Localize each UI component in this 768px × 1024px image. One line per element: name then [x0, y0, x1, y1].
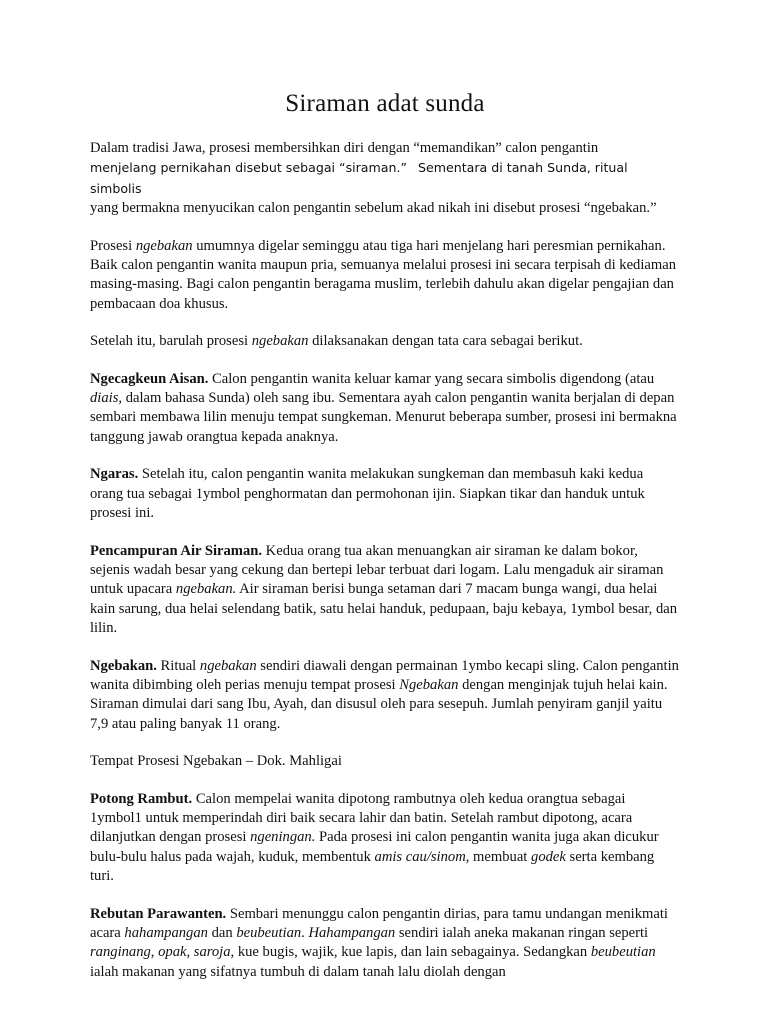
text: dengan menginjak tujuh helai kain. Siraman dimulai dari sang Ibu, Ayah, dan disusul oleh para sesepuh. Jumlah penyiram ganjil yaitu 7,9 atau paling banyak 11 orang. [90, 676, 668, 732]
document-page [90, 88, 680, 1000]
italic-term: Ngebakan [399, 676, 459, 693]
italic-term: ranginang, opak, saroja, [90, 944, 235, 961]
intro-paragraph [90, 139, 680, 219]
section-label: Ngecagkeun Aisan. [90, 370, 209, 387]
paragraph-rebutan-parawanten [90, 905, 680, 983]
text: kue bugis, wajik, kue lapis, dan lain sebagainya. Sedangkan [234, 944, 591, 961]
italic-term: beubeutian [236, 925, 302, 941]
paragraph-ngebakan-schedule [90, 237, 680, 315]
intro-text-3: Sementara di tanah Sunda, ritual simbolis [90, 160, 628, 196]
italic-term: ngebakan [251, 333, 309, 350]
paragraph-ngecagkeun-aisan [90, 370, 680, 448]
paragraph-ngaras [90, 465, 680, 523]
section-label: Ngebakan. [90, 657, 157, 674]
text: , membuat [465, 848, 532, 865]
text: Air siraman berisi bunga setaman dari 7 macam bunga wangi, dua helai kain sarung, dua helai selendang batik, satu helai handuk, pedupaan, baju kebaya, 1ymbol besar, dan lilin. [90, 581, 678, 637]
text: Kedua orang tua akan menuangkan air siraman ke dalam bokor, sejenis wadah besar yang cekung dan bertepi lebar terbuat dari logam. Lalu mengaduk air siraman untuk upacara [90, 542, 664, 598]
document-title: Siraman adat sunda [285, 90, 485, 117]
text: sendiri diawali dengan permainan 1ymbo kecapi sling. Calon pengantin wanita dibimbing oleh perias menuju tempat prosesi [90, 657, 679, 693]
paragraph-ngebakan-ritual [90, 657, 680, 735]
text: Calon pengantin wanita keluar kamar yang secara simbolis digendong (atau [208, 370, 655, 387]
italic-term: ngebakan. [175, 581, 237, 598]
intro-text-1: Dalam tradisi Jawa, prosesi membersihkan diri dengan “memandikan” calon pengantin [90, 140, 599, 156]
italic-term: Hahampangan [308, 925, 396, 941]
image-caption: Tempat Prosesi Ngebakan – Dok. Mahligai [90, 753, 342, 770]
section-label: Rebutan Parawanten. [90, 905, 227, 922]
intro-text-4: yang bermakna menyucikan calon pengantin sebelum akad nikah ini disebut prosesi “ngebakan.” [90, 200, 657, 217]
text: dilaksanakan dengan tata cara sebagai berikut. [308, 333, 583, 350]
text: , dalam bahasa Sunda) oleh sang ibu. Sementara ayah calon pengantin wanita berjalan di depan sembari membawa lilin menuju tempat sungkeman. Menurut beberapa sumber, prosesi ini bermakna tanggung jawab orangtua kepada anaknya. [90, 390, 677, 445]
paragraph-pencampuran-air [90, 542, 680, 639]
text: . [301, 925, 309, 941]
text: Calon mempelai wanita dipotong rambutnya oleh kedua orangtua sebagai 1ymbol1 untuk memperindah diri baik secara lahir dan batin. Setelah rambut dipotong, acara dilanjutkan dengan prosesi [90, 790, 633, 846]
italic-term: ngeningan. [250, 829, 316, 846]
italic-term: diais [90, 390, 119, 407]
italic-term: hahampangan [124, 925, 208, 941]
paragraph-potong-rambut [90, 790, 680, 887]
text: umumnya digelar seminggu atau tiga hari menjelang hari peresmian pernikahan. Baik calon pengantin wanita maupun pria, semuanya melalui prosesi ini secara terpisah di kediaman masing-masing. Bagi calon pengantin beragama muslim, terlebih dahulu akan digelar pengajian dan pembacaan doa khusus. [90, 237, 676, 312]
paragraph-procedure-intro [90, 332, 680, 351]
text: Setelah itu, calon pengantin wanita melakukan sungkeman dan membasuh kaki kedua orang tua sebagai 1ymbol penghormatan dan permohonan ijin. Siapkan tikar dan handuk untuk prosesi ini. [90, 466, 645, 522]
section-label: Ngaras. [90, 466, 139, 483]
text: Setelah itu, barulah prosesi [90, 333, 252, 350]
italic-term: amis cau/sinom [374, 848, 466, 865]
italic-term: godek [531, 848, 566, 865]
text: serta kembang turi. [90, 848, 655, 885]
text: ialah makanan yang sifatnya tumbuh di dalam tanah lalu diolah dengan [90, 963, 506, 980]
section-label: Pencampuran Air Siraman. [90, 542, 263, 559]
intro-text-2: menjelang pernikahan disebut sebagai “siraman.” [90, 160, 408, 176]
italic-term: ngebakan [199, 657, 257, 674]
text: Pada prosesi ini calon pengantin wanita juga akan dicukur bulu-bulu halus pada wajah, kuduk, membentuk [90, 829, 659, 865]
italic-term: beubeutian [590, 944, 656, 961]
text: sendiri ialah aneka makanan ringan seperti [395, 925, 649, 941]
text: dan [207, 925, 237, 941]
text: Sembari menunggu calon pengantin dirias, para tamu undangan menikmati acara [90, 905, 668, 941]
text: Prosesi [90, 237, 136, 254]
text: Ritual [156, 657, 200, 674]
italic-term: ngebakan [135, 237, 193, 254]
section-label: Potong Rambut. [90, 790, 193, 807]
